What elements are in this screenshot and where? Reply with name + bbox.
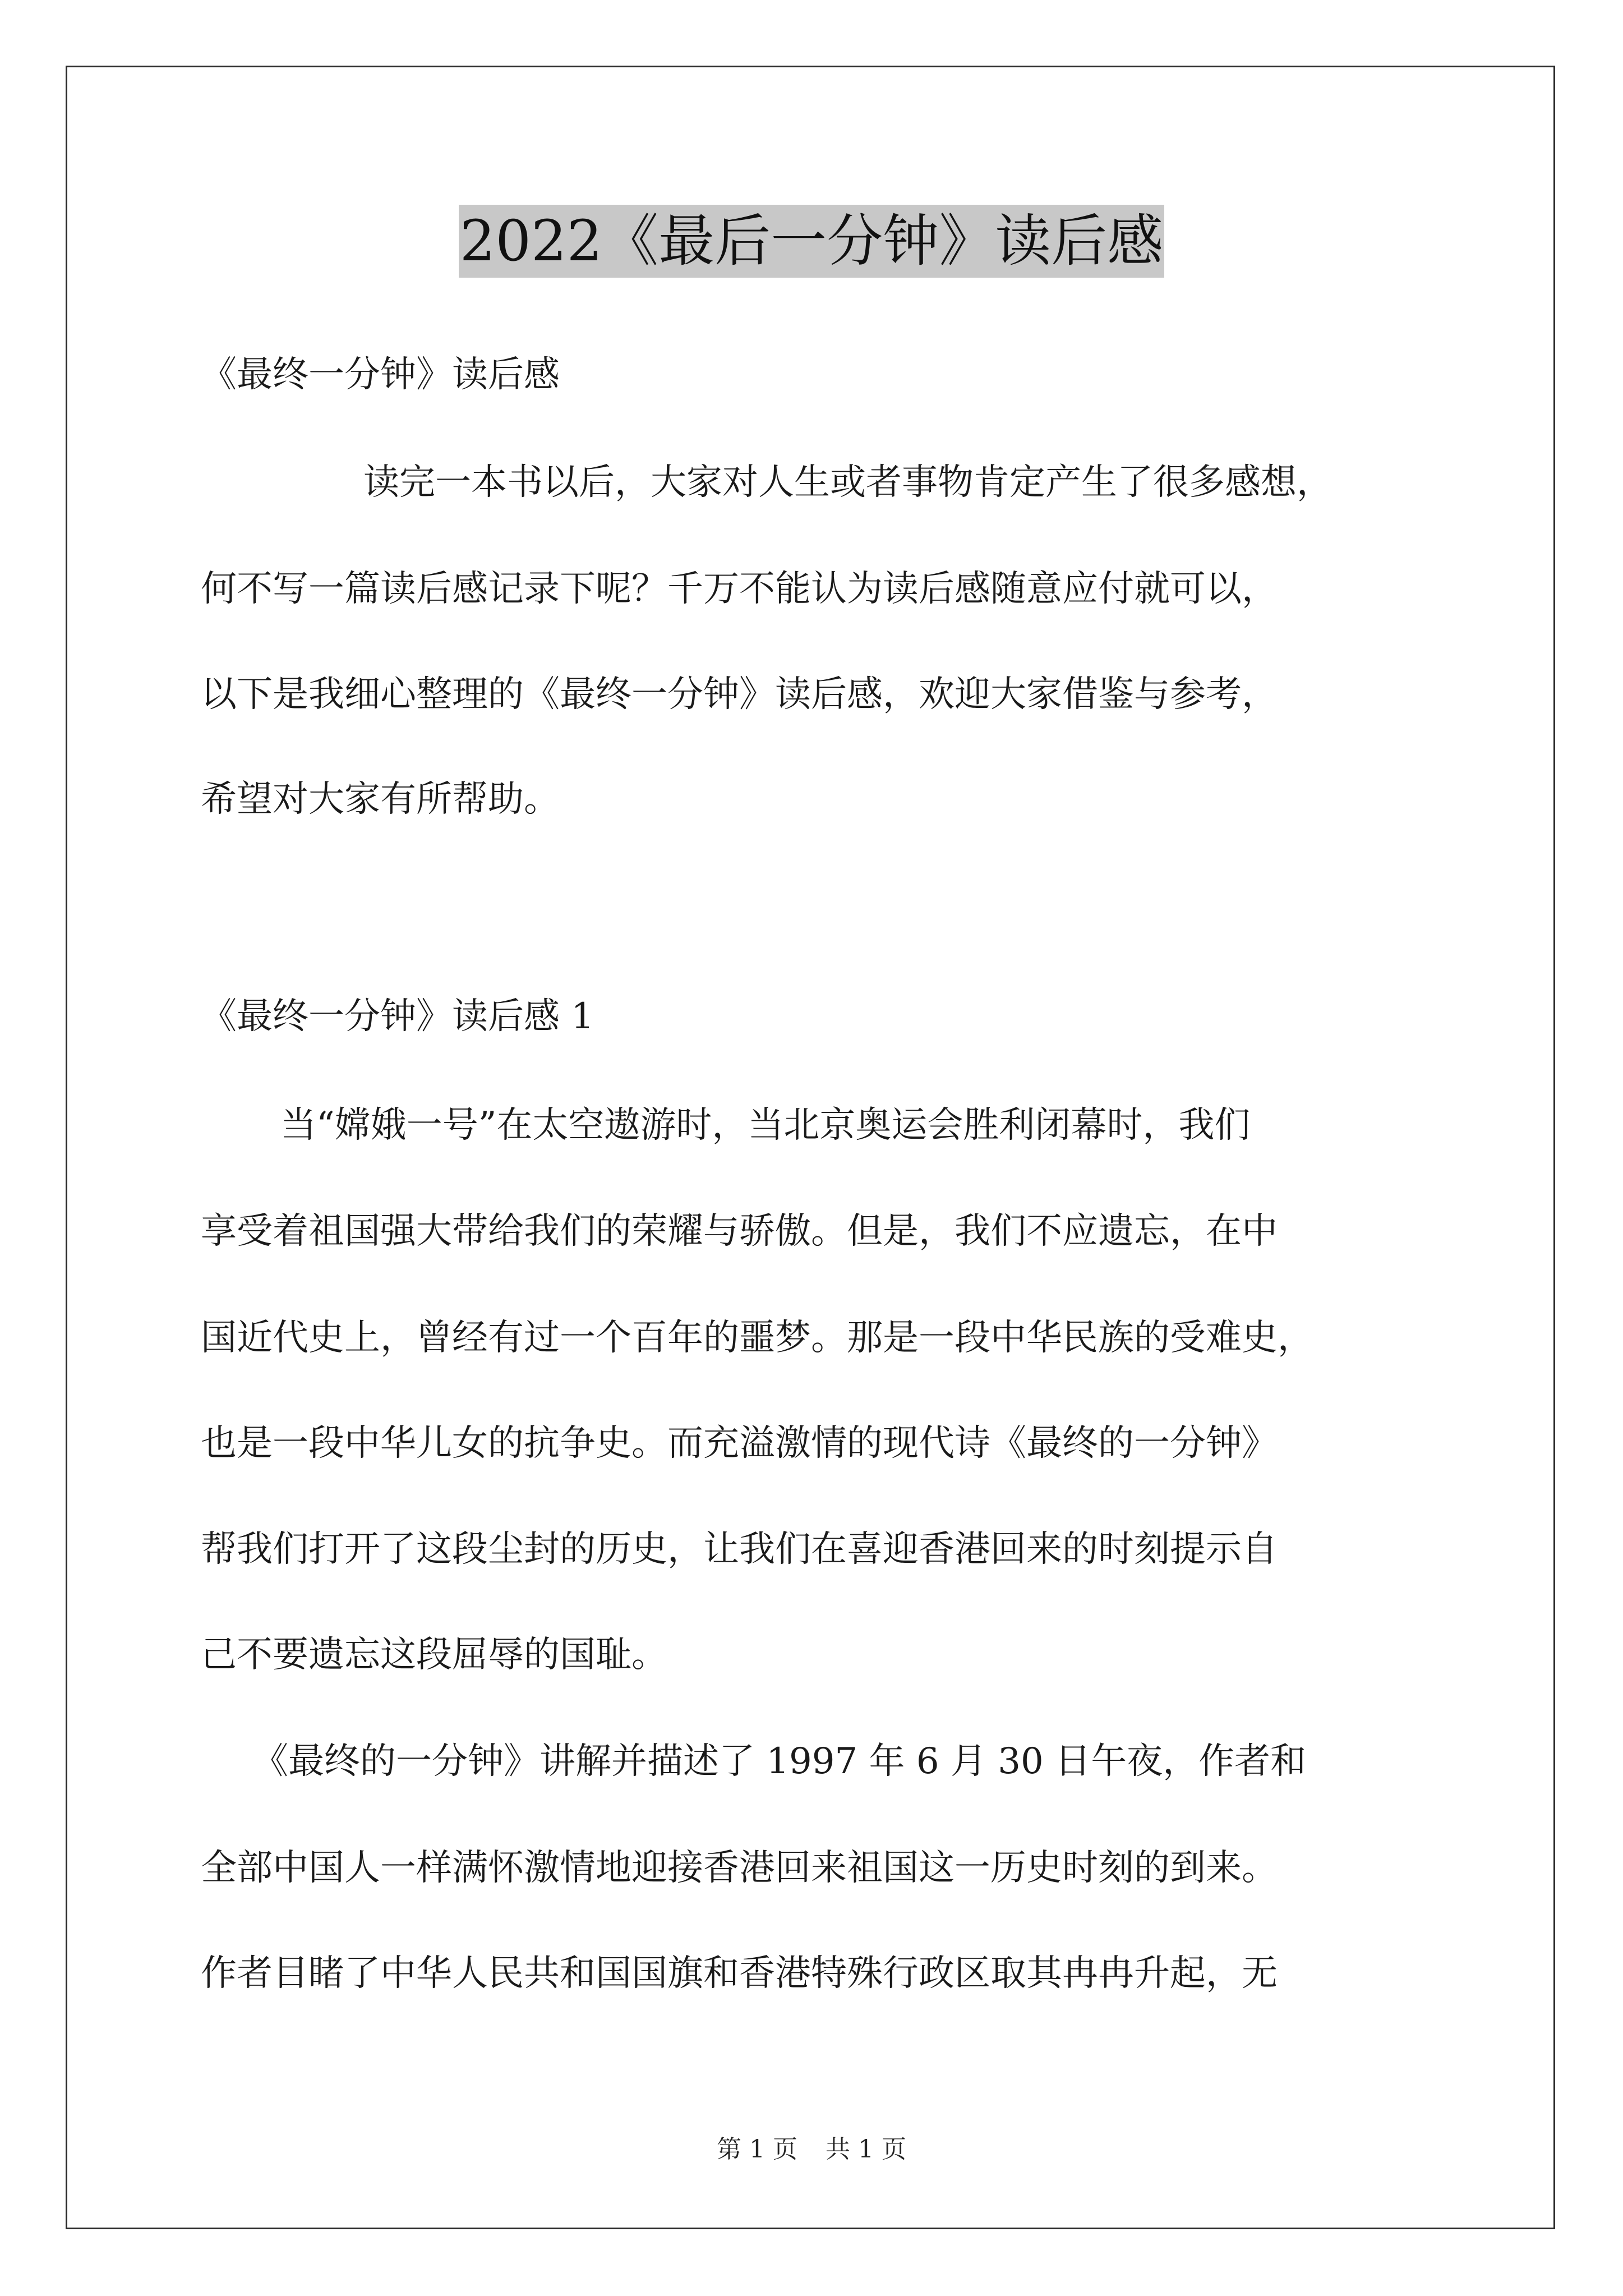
section-heading: 《最终一分钟》读后感 1	[201, 996, 594, 1037]
title-container	[0, 205, 1623, 278]
paragraph-line: 享受着祖国强大带给我们的荣耀与骄傲。但是，我们不应遗忘，在中	[201, 1211, 1278, 1252]
paragraph-line: 国近代史上，曾经有过一个百年的噩梦。那是一段中华民族的受难史，	[201, 1317, 1313, 1359]
page-footer	[0, 2133, 1623, 2166]
paragraph-line: 也是一段中华儿女的抗争史。而充溢激情的现代诗《最终的一分钟》	[201, 1423, 1278, 1464]
document-title: 2022《最后一分钟》读后感	[459, 205, 1165, 278]
paragraph-line: 全部中国人一样满怀激情地迎接香港回来祖国这一历史时刻的到来。	[201, 1847, 1278, 1889]
paragraph-line: 当“嫦娥一号”在太空遨游时，当北京奥运会胜利闭幕时，我们	[280, 1105, 1251, 1146]
intro-line: 读完一本书以后，大家对人生或者事物肯定产生了很多感想，	[363, 462, 1332, 503]
intro-heading: 《最终一分钟》读后感	[201, 354, 560, 395]
paragraph-line: 己不要遗忘这段屈辱的国耻。	[201, 1634, 667, 1676]
paragraph-line: 帮我们打开了这段尘封的历史，让我们在喜迎香港回来的时刻提示自	[201, 1529, 1278, 1570]
page-number: 第 1 页	[717, 2135, 797, 2164]
page-total: 共 1 页	[826, 2135, 906, 2164]
paragraph-line: 《最终的一分钟》讲解并描述了 1997 年 6 月 30 日午夜，作者和	[252, 1741, 1307, 1782]
intro-line: 何不写一篇读后感记录下呢？千万不能认为读后感随意应付就可以，	[201, 568, 1278, 610]
intro-line: 以下是我细心整理的《最终一分钟》读后感，欢迎大家借鉴与参考，	[201, 674, 1278, 715]
intro-line: 希望对大家有所帮助。	[201, 779, 560, 820]
paragraph-line: 作者目睹了中华人民共和国国旗和香港特殊行政区取其冉冉升起，无	[201, 1953, 1278, 1994]
